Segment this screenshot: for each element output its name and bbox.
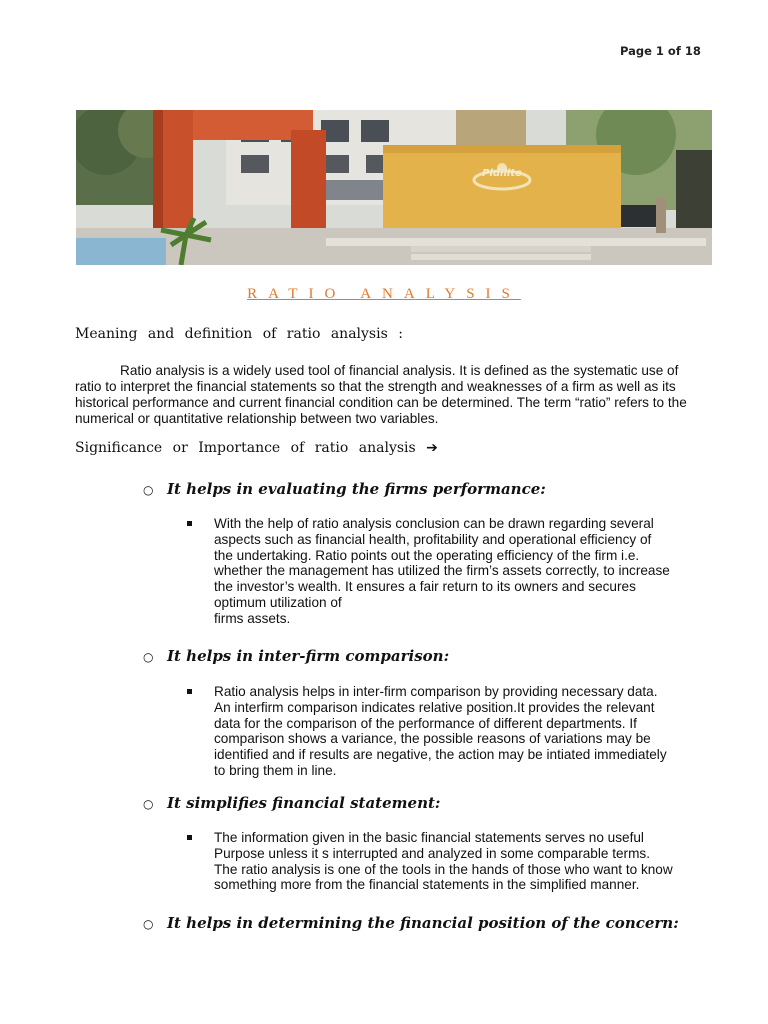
square-bullet-icon [187,835,192,840]
section-heading-1 [143,480,546,498]
section-heading-1-text: It helps in evaluating the firms performance: [167,480,546,498]
section-bullet-2 [187,684,687,779]
page-number: Page 1 of 18 [620,44,701,58]
section-bullet-1-text: With the help of ratio analysis conclusion can be drawn regarding several aspects such as financial health, profitability and operational efficiency of the undertaking. Ratio points out the operating efficiency of the firm i.e. whether the management has utilized the firm’s assets correctly, to increase the investor’s wealth. It ensures a fair return to its owners and secures optimum utilization of firms assets. [214,516,670,626]
section-bullet-3 [187,830,687,893]
square-bullet-icon [187,521,192,526]
banner-sign-text: Pidilite [482,168,522,179]
intro-paragraph [75,363,695,427]
section-bullet-1 [187,516,687,627]
section-bullet-2-text: Ratio analysis helps in inter-firm comparison by providing necessary data. An interfirm comparison indicates relative position.It provides the relevant data for the comparison of the performance of different departments. If comparison shows a variance, the possible reasons of variations may be identified and if results are negative, the action may be intiated immediately to bring them in line. [214,684,667,778]
significance-label: Significance or Importance of ratio analysis [75,440,416,456]
arrow-right-icon: ➔ [426,440,438,456]
circle-bullet-icon: ○ [143,797,154,811]
section-heading-3 [143,794,440,812]
header-photo [76,110,712,265]
section-heading-2 [143,647,449,665]
section-heading-4 [143,914,679,932]
intro-text: Ratio analysis is a widely used tool of financial analysis. It is defined as the systematic use of ratio to interpret the financial statements so that the strength and weaknesses of a firm as well as its historical performance and current financial condition can be determined. The term “ratio” refers to the numerical or quantitative relationship between two variables. [75,363,687,426]
meaning-heading: Meaning and definition of ratio analysis : [75,326,403,342]
circle-bullet-icon: ○ [143,483,154,497]
section-heading-3-text: It simplifies financial statement: [167,794,441,812]
section-heading-2-text: It helps in inter-firm comparison: [167,647,450,665]
significance-heading [75,440,438,456]
document-title: RATIO ANALYSIS [247,286,521,302]
square-bullet-icon [187,689,192,694]
section-bullet-3-text: The information given in the basic financial statements serves no useful Purpose unless it s interrupted and analyzed in some comparable terms. The ratio analysis is one of the tools in the hands of those who want to know something more from the financial statements in the simplified manner. [214,830,673,893]
section-heading-4-text: It helps in determining the financial position of the concern: [167,914,679,932]
circle-bullet-icon: ○ [143,917,154,931]
circle-bullet-icon: ○ [143,650,154,664]
